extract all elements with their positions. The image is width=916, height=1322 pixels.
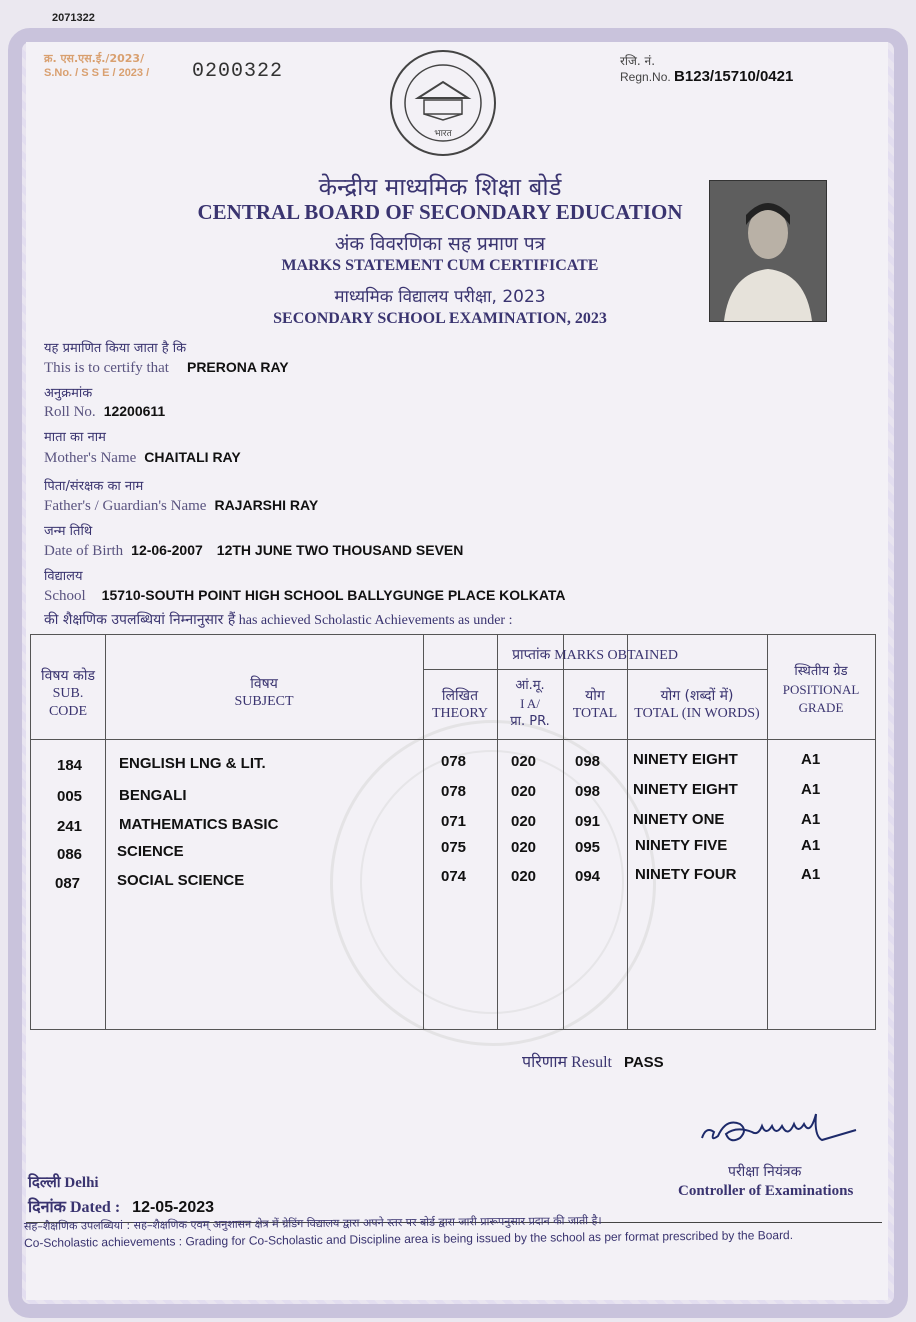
row-words: NINETY FIVE — [635, 837, 728, 854]
certify-label-en: This is to certify that — [44, 360, 169, 376]
header-words-en: TOTAL (IN WORDS) — [634, 706, 760, 721]
row-total: 098 — [575, 783, 601, 800]
dated-label: दिनांक Dated : — [28, 1199, 121, 1216]
school-label-hi: विद्यालय — [44, 569, 83, 584]
row-words: NINETY ONE — [633, 811, 725, 828]
header-code — [31, 667, 105, 721]
mother-label-hi: माता का नाम — [44, 430, 106, 445]
header-grade-hi: स्थितीय ग्रेड — [794, 664, 848, 679]
result — [522, 1050, 664, 1072]
achieved-label-en: has achieved Scholastic Achievements as under : — [238, 613, 513, 628]
row-ia: 020 — [511, 839, 537, 856]
exam-title-hi: माध्यमिक विद्यालय परीक्षा, 2023 — [334, 287, 546, 307]
row-code: 184 — [57, 757, 83, 774]
roll-label-hi: अनुक्रमांक — [44, 386, 93, 401]
serial-label-en: S.No. / S S E / 2023 / — [44, 67, 150, 79]
student-name: PRERONA RAY — [186, 359, 289, 375]
header-ia-hi: आं.मू. — [515, 678, 545, 693]
dated — [28, 1195, 214, 1217]
header-code-hi: विषय कोड — [41, 668, 95, 684]
header-grade-en2: GRADE — [798, 700, 844, 715]
row-grade: A1 — [801, 781, 821, 798]
co-scholastic-note-en: Co-Scholastic achievements : Grading for Co-Scholastic and Discipline area is being issued by the school as per format prescribed by the Board. — [23, 1227, 794, 1251]
header-subject — [105, 675, 423, 711]
controller-en: Controller of Examinations — [678, 1183, 854, 1199]
row-total: 098 — [575, 753, 601, 770]
row-code: 241 — [57, 818, 83, 835]
header-theory-hi: लिखित — [441, 688, 479, 704]
controller-signature — [696, 1096, 866, 1156]
row-theory: 075 — [441, 839, 467, 856]
row-ia: 020 — [511, 868, 537, 885]
dob-label-en: Date of Birth — [44, 543, 124, 559]
header-words-hi: योग (शब्दों में) — [660, 688, 734, 704]
header-subject-en: SUBJECT — [234, 694, 294, 709]
roll-label-en: Roll No. — [44, 404, 96, 420]
mother-name: CHAITALI RAY — [144, 449, 241, 465]
row-ia: 020 — [511, 753, 537, 770]
row-theory: 071 — [441, 813, 467, 830]
row-theory: 078 — [441, 783, 467, 800]
header-grade — [767, 663, 875, 717]
row-grade: A1 — [801, 751, 821, 768]
header-subject-hi: विषय — [250, 676, 278, 692]
header-ia-pr: प्रा. PR. — [510, 714, 550, 729]
achieved-label-hi: की शैक्षणिक उपलब्धियां निम्नानुसार हैं — [44, 612, 236, 628]
row-subject: BENGALI — [119, 787, 187, 804]
row-theory: 078 — [441, 753, 467, 770]
row-grade: A1 — [801, 866, 821, 883]
exam-title-en: SECONDARY SCHOOL EXAMINATION, 2023 — [273, 310, 607, 327]
place: दिल्ली Delhi — [28, 1175, 99, 1191]
header-ia — [497, 677, 563, 731]
row-grade: A1 — [801, 837, 821, 854]
row-words: NINETY FOUR — [635, 866, 737, 883]
row-words: NINETY EIGHT — [633, 781, 738, 798]
dob-value: 12-06-2007 — [131, 542, 203, 558]
doc-title-en: MARKS STATEMENT CUM CERTIFICATE — [281, 257, 599, 274]
board-name-hi: केन्द्रीय माध्यमिक शिक्षा बोर्ड — [318, 173, 562, 201]
dob-label-hi: जन्म तिथि — [44, 524, 93, 539]
header-marks-hi: प्राप्तांक — [512, 647, 551, 663]
serial-number: 0200322 — [192, 60, 284, 83]
logo-caption: भारत — [434, 129, 452, 139]
row-theory: 074 — [441, 868, 467, 885]
row-code: 005 — [57, 788, 83, 805]
header-ia-en: I A/ — [520, 696, 540, 711]
board-name-en: CENTRAL BOARD OF SECONDARY EDUCATION — [197, 200, 683, 224]
header-grade-en1: POSITIONAL — [782, 682, 860, 697]
header-marks — [423, 645, 767, 665]
row-subject: MATHEMATICS BASIC — [119, 816, 279, 833]
regn-label-hi: रजि. नं. — [620, 54, 656, 68]
header-marks-en: MARKS OBTAINED — [554, 648, 678, 663]
marks-table — [30, 634, 876, 1030]
row-total: 095 — [575, 839, 601, 856]
header-theory-en: THEORY — [432, 706, 488, 721]
header-total-hi: योग — [585, 688, 605, 704]
header-theory — [423, 687, 497, 723]
row-code: 086 — [57, 846, 83, 863]
row-grade: A1 — [801, 811, 821, 828]
doc-title-hi: अंक विवरणिका सह प्रमाण पत्र — [334, 233, 546, 255]
row-total: 091 — [575, 813, 601, 830]
regn-label-en: Regn.No. — [620, 70, 671, 84]
school-name: 15710-SOUTH POINT HIGH SCHOOL BALLYGUNGE PLACE KOLKATA — [101, 587, 566, 603]
roll-number: 12200611 — [103, 403, 166, 419]
controller-hi: परीक्षा नियंत्रक — [728, 1164, 802, 1180]
row-ia: 020 — [511, 783, 537, 800]
top-serial: 2071322 — [52, 12, 95, 24]
dob-words: 12TH JUNE TWO THOUSAND SEVEN — [216, 542, 464, 558]
header-total — [563, 687, 627, 723]
co-scholastic-note-hi: सह–शैक्षणिक उपलब्धियां : सह–शैक्षणिक एवम् अनुशासन क्षेत्र में ग्रेडिंग विद्यालय द्वारा अपने स्तर पर बोर्ड द्वारा जारी प्रारूपनुसार प्रदान की जाती है। — [23, 1213, 602, 1234]
header-code-en1: SUB. — [52, 686, 84, 701]
mother-label-en: Mother's Name — [44, 450, 137, 466]
regn-number: B123/15710/0421 — [674, 68, 794, 85]
row-subject: SOCIAL SCIENCE — [117, 872, 245, 889]
row-words: NINETY EIGHT — [633, 751, 738, 768]
school-label-en: School — [44, 588, 86, 604]
row-ia: 020 — [511, 813, 537, 830]
serial-label — [44, 52, 149, 80]
result-value: PASS — [623, 1054, 664, 1071]
result-label-en: Result — [571, 1054, 612, 1071]
row-code: 087 — [55, 875, 81, 892]
father-label-hi: पिता/संरक्षक का नाम — [44, 479, 144, 494]
certify-label-hi: यह प्रमाणित किया जाता है कि — [44, 341, 187, 356]
row-subject: SCIENCE — [117, 843, 184, 860]
father-name: RAJARSHI RAY — [214, 497, 319, 513]
result-label-hi: परिणाम — [522, 1052, 568, 1071]
header-code-en2: CODE — [48, 704, 88, 719]
father-label-en: Father's / Guardian's Name — [44, 498, 207, 514]
row-total: 094 — [575, 868, 601, 885]
serial-label-hi: क्र. एस.एस.ई./2023/ — [44, 52, 145, 65]
dated-value: 12-05-2023 — [132, 1199, 215, 1216]
header-words — [627, 687, 767, 723]
row-subject: ENGLISH LNG & LIT. — [119, 755, 266, 772]
cbse-logo — [388, 48, 498, 158]
header-total-en: TOTAL — [572, 706, 618, 721]
student-photo — [709, 180, 827, 322]
registration — [620, 54, 793, 85]
